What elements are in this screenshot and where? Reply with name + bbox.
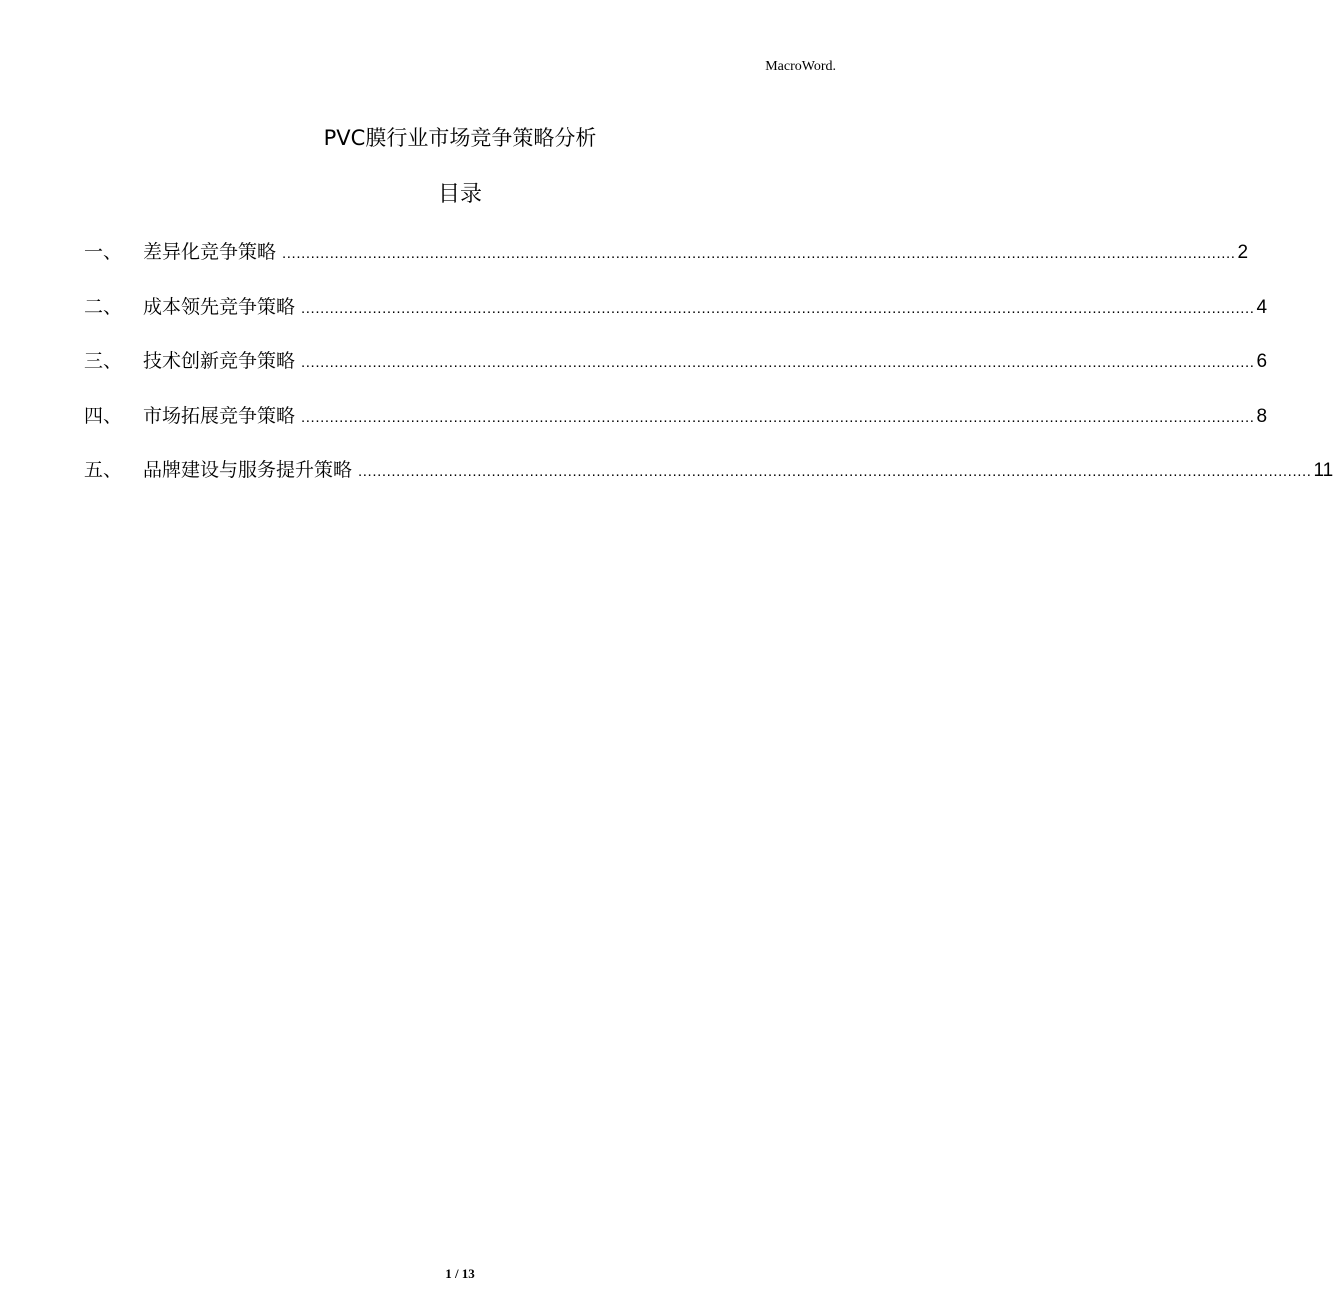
toc-heading: 目录 [437,182,482,207]
page-indicator: 1 / 13 [445,1266,475,1281]
toc-entry-page: 6 [1256,351,1268,372]
toc-entry-page: 4 [1256,296,1268,318]
toc-entry-title: 品牌建设与服务提升策略 [143,459,353,481]
table-of-contents [84,238,1333,511]
toc-dot-leader: ........................................................................................................................................................................................................ [282,245,1236,262]
header-watermark: MacroWord. [765,59,836,74]
toc-entry-5[interactable] [84,456,1333,484]
toc-entry-title: 技术创新竞争策略 [143,350,296,372]
toc-dot-leader: ........................................................................................................................................................................................................ [301,299,1255,317]
toc-entry-title: 市场拓展竞争策略 [143,404,296,427]
toc-entry-1[interactable] [84,238,1249,266]
toc-entry-number: 一、 [84,241,123,263]
toc-entry-number: 三、 [84,350,123,372]
toc-entry-number: 二、 [84,295,123,318]
toc-dot-leader: ........................................................................................................................................................................................................ [301,408,1255,426]
document-title: PVC膜行业市场竞争策略分析 [323,126,597,150]
toc-entry-title: 成本领先竞争策略 [143,295,296,318]
toc-entry-number: 五、 [84,459,123,481]
toc-entry-4[interactable] [84,402,1268,430]
toc-entry-page: 11 [1313,460,1333,481]
toc-dot-leader: ........................................................................................................................................................................................................ [301,354,1255,371]
toc-entry-3[interactable] [84,347,1268,375]
toc-entry-number: 四、 [84,404,123,427]
toc-entry-title: 差异化竞争策略 [143,241,277,263]
toc-entry-2[interactable] [84,293,1268,321]
toc-entry-page: 8 [1256,405,1268,427]
toc-entry-page: 2 [1237,242,1249,263]
toc-dot-leader: ........................................................................................................................................................................................................ [358,463,1312,480]
